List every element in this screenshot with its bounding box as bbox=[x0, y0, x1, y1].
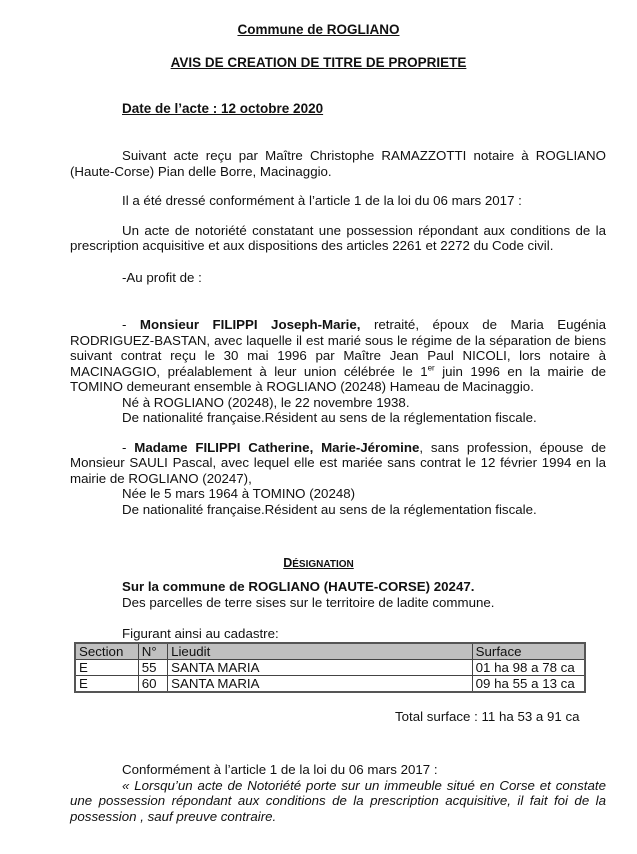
notoriete-line-2: prescription acquisitive et aux dispositions des articles 2261 et 2272 du Code civil. bbox=[70, 238, 554, 253]
header-lieudit: Lieudit bbox=[168, 643, 473, 660]
person-1-details-a: retraité, époux de Maria Eugénia RODRIGUEZ-BASTAN, avec laquelle il est marié sous le régime de la séparation de biens suivant contrat reçu le 30 mai 1996 par Maître Jean Paul NICOLI, lors notaire à MACINAGGIO, préalablement à leur union célébrée le 1 bbox=[70, 317, 607, 379]
cadastre-header-row bbox=[75, 643, 585, 660]
cell-section: E bbox=[75, 659, 138, 675]
person-2-name: Madame FILIPPI Catherine, Marie-Jéromine bbox=[134, 439, 420, 455]
cell-lieudit: SANTA MARIA bbox=[168, 675, 473, 692]
table-row bbox=[75, 659, 585, 675]
designation-heading bbox=[0, 555, 637, 573]
total-surface: Total surface : 11 ha 53 a 91 ca bbox=[395, 708, 580, 724]
person-1-nationality: De nationalité française.Résident au sens de la réglementation fiscale. bbox=[122, 410, 537, 425]
cell-section: E bbox=[75, 675, 138, 692]
article-text: Il a été dressé conformément à l’article 1 de la loi du 06 mars 2017 : bbox=[122, 193, 522, 208]
person-2 bbox=[70, 440, 606, 487]
person-1 bbox=[70, 317, 606, 395]
act-date: Date de l’acte : 12 octobre 2020 bbox=[122, 101, 324, 116]
quote-rest: une possession répondant aux conditions de la prescription acquisitive, il fait foi de la possession , sauf preuve contraire. bbox=[70, 793, 606, 824]
commune-title: Commune de ROGLIANO bbox=[237, 22, 400, 37]
designation-heading-first: D bbox=[283, 556, 293, 570]
header-section: Section bbox=[75, 643, 138, 660]
cell-surface: 09 ha 55 a 13 ca bbox=[472, 675, 585, 692]
person-2-dash: - bbox=[122, 439, 135, 455]
table-row bbox=[75, 675, 585, 692]
au-profit-de: -Au profit de : bbox=[122, 269, 202, 285]
header-numero: N° bbox=[138, 643, 167, 660]
person-2-nationality: De nationalité française.Résident au sens de la réglementation fiscale. bbox=[122, 501, 537, 517]
footer-conformement: Conformément à l’article 1 de la loi du 06 mars 2017 : bbox=[122, 762, 438, 777]
cadastre-table bbox=[74, 642, 586, 693]
cadastre-intro: Figurant ainsi au cadastre: bbox=[122, 626, 279, 641]
document-title: AVIS DE CREATION DE TITRE DE PROPRIETE bbox=[170, 55, 467, 70]
quote-line-1: « Lorsqu’un acte de Notoriété porte sur un immeuble situé en Corse et constate bbox=[122, 777, 606, 793]
cell-surface: 01 ha 98 a 78 ca bbox=[472, 659, 585, 675]
cell-lieudit: SANTA MARIA bbox=[168, 659, 473, 675]
header-surface: Surface bbox=[472, 643, 585, 660]
notaire-line-1: Suivant acte reçu par Maître Christophe RAMAZZOTTI notaire à ROGLIANO bbox=[122, 148, 606, 163]
person-1-birth: Né à ROGLIANO (20248), le 22 novembre 1938. bbox=[122, 394, 410, 410]
cell-numero: 60 bbox=[138, 675, 167, 692]
designation-commune: Sur la commune de ROGLIANO (HAUTE-CORSE) 20247. bbox=[122, 579, 475, 594]
paragraph-notaire bbox=[70, 148, 606, 179]
notoriete-line-1: Un acte de notoriété constatant une possession répondant aux conditions de la bbox=[122, 222, 606, 238]
cell-numero: 55 bbox=[138, 659, 167, 675]
person-1-dash: - bbox=[122, 317, 140, 332]
designation-parcelles: Des parcelles de terre sises sur le territoire de ladite commune. bbox=[122, 594, 495, 610]
paragraph-notoriete bbox=[70, 223, 606, 254]
footer-quote bbox=[70, 778, 606, 825]
person-1-details-b: juin 1996 en la mairie de TOMINO demeurant ensemble à ROGLIANO (20248) Hameau de Macinaggio. bbox=[70, 363, 606, 394]
paragraph-article bbox=[70, 193, 606, 209]
person-1-sup: er bbox=[427, 363, 435, 373]
designation-heading-rest: ÉSIGNATION bbox=[292, 559, 354, 570]
notaire-line-2: (Haute-Corse) Pian delle Borre, Macinaggio. bbox=[70, 163, 332, 179]
person-2-details: , sans profession, épouse de Monsieur SAULI Pascal, avec lequel elle est mariée sans contrat le 12 février 1994 en la mairie de ROGLIANO (20247), bbox=[70, 439, 606, 486]
person-2-birth: Née le 5 mars 1964 à TOMINO (20248) bbox=[122, 486, 356, 501]
person-1-name: Monsieur FILIPPI Joseph-Marie, bbox=[139, 317, 361, 332]
